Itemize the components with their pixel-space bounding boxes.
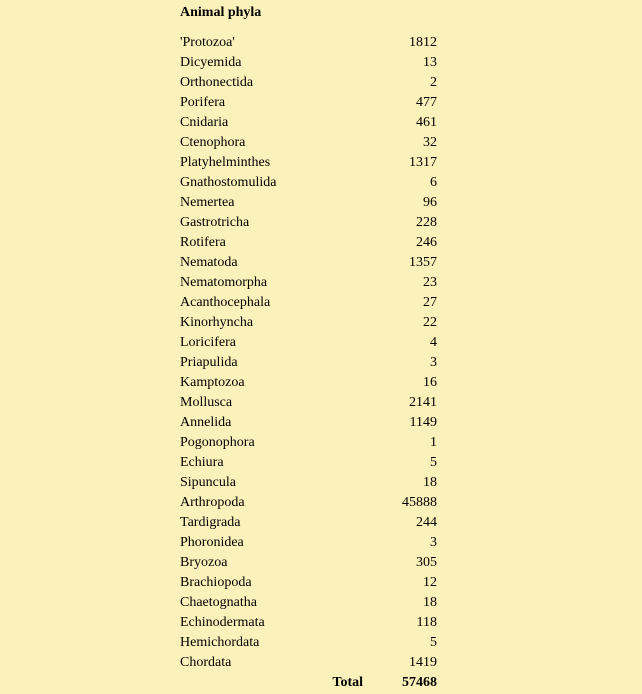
table-row — [180, 133, 437, 153]
phylum-name: Chordata — [180, 655, 232, 670]
phylum-name: Nematoda — [180, 255, 238, 270]
phylum-count: 4 — [430, 335, 437, 350]
table-row — [180, 453, 437, 473]
table-title: Animal phyla — [180, 5, 262, 20]
phylum-name: Porifera — [180, 95, 226, 110]
phylum-name: Gnathostomulida — [180, 175, 277, 190]
phylum-count: 45888 — [402, 495, 437, 510]
phyla-rows — [180, 33, 437, 673]
phylum-count: 246 — [416, 235, 437, 250]
phylum-count: 244 — [416, 515, 437, 530]
phylum-count: 1149 — [409, 415, 437, 430]
phylum-count: 27 — [423, 295, 437, 310]
phylum-count: 5 — [430, 635, 437, 650]
total-row — [180, 673, 437, 693]
table-row — [180, 533, 437, 553]
table-row — [180, 33, 437, 53]
phylum-name: Chaetognatha — [180, 595, 257, 610]
phylum-name: Brachiopoda — [180, 575, 252, 590]
table-row — [180, 393, 437, 413]
table-row — [180, 633, 437, 653]
phylum-name: Platyhelminthes — [180, 155, 271, 170]
phylum-name: 'Protozoa' — [180, 35, 235, 50]
table-row — [180, 513, 437, 533]
phylum-name: Echiura — [180, 455, 224, 470]
phylum-count: 461 — [416, 115, 437, 130]
phylum-name: Mollusca — [180, 395, 233, 410]
phylum-count: 305 — [416, 555, 437, 570]
phylum-count: 2141 — [409, 395, 437, 410]
phylum-name: Annelida — [180, 415, 232, 430]
phylum-name: Phoronidea — [180, 535, 244, 550]
phylum-count: 3 — [430, 535, 437, 550]
phylum-name: Kinorhyncha — [180, 315, 254, 330]
phylum-count: 228 — [416, 215, 437, 230]
total-label: Total — [332, 675, 363, 690]
table-row — [180, 313, 437, 333]
table-row — [180, 553, 437, 573]
phylum-count: 23 — [423, 275, 437, 290]
table-row — [180, 273, 437, 293]
table-row — [180, 593, 437, 613]
phylum-name: Orthonectida — [180, 75, 254, 90]
table-row — [180, 653, 437, 673]
table-row — [180, 353, 437, 373]
table-row — [180, 493, 437, 513]
phylum-count: 5 — [430, 455, 437, 470]
phylum-name: Dicyemida — [180, 55, 242, 70]
phylum-name: Priapulida — [180, 355, 238, 370]
table-row — [180, 93, 437, 113]
phylum-name: Gastrotricha — [180, 215, 250, 230]
table-row — [180, 73, 437, 93]
table-row — [180, 413, 437, 433]
table-row — [180, 433, 437, 453]
phylum-count: 12 — [423, 575, 437, 590]
phylum-name: Ctenophora — [180, 135, 246, 150]
phylum-count: 477 — [416, 95, 437, 110]
table-row — [180, 373, 437, 393]
phylum-count: 18 — [423, 595, 437, 610]
animal-phyla-table — [180, 3, 437, 693]
phylum-name: Cnidaria — [180, 115, 229, 130]
phylum-name: Kamptozoa — [180, 375, 245, 390]
phylum-name: Tardigrada — [180, 515, 241, 530]
table-row — [180, 193, 437, 213]
phylum-name: Sipuncula — [180, 475, 236, 490]
phylum-count: 118 — [416, 615, 437, 630]
phylum-count: 2 — [430, 75, 437, 90]
phylum-name: Nemertea — [180, 195, 235, 210]
phylum-count: 1357 — [409, 255, 437, 270]
phylum-name: Loricifera — [180, 335, 236, 350]
table-row — [180, 233, 437, 253]
phylum-name: Hemichordata — [180, 635, 260, 650]
table-row — [180, 53, 437, 73]
table-row — [180, 333, 437, 353]
phylum-count: 16 — [423, 375, 437, 390]
table-row — [180, 153, 437, 173]
phylum-count: 18 — [423, 475, 437, 490]
phylum-name: Arthropoda — [180, 495, 245, 510]
table-row — [180, 573, 437, 593]
phylum-count: 1 — [430, 435, 437, 450]
phylum-count: 13 — [423, 55, 437, 70]
table-row — [180, 113, 437, 133]
phylum-count: 1419 — [409, 655, 437, 670]
table-row — [180, 213, 437, 233]
phylum-count: 1317 — [409, 155, 437, 170]
phylum-name: Pogonophora — [180, 435, 255, 450]
phylum-count: 6 — [430, 175, 437, 190]
phylum-name: Echinodermata — [180, 615, 265, 630]
phylum-count: 3 — [430, 355, 437, 370]
phylum-count: 1812 — [409, 35, 437, 50]
table-row — [180, 613, 437, 633]
phylum-count: 22 — [423, 315, 437, 330]
table-row — [180, 253, 437, 273]
phylum-name: Acanthocephala — [180, 295, 271, 310]
phylum-count: 96 — [423, 195, 437, 210]
phylum-name: Rotifera — [180, 235, 226, 250]
total-value: 57468 — [402, 675, 437, 690]
phylum-name: Nematomorpha — [180, 275, 268, 290]
phylum-name: Bryozoa — [180, 555, 228, 570]
phylum-count: 32 — [423, 135, 437, 150]
table-row — [180, 293, 437, 313]
table-row — [180, 173, 437, 193]
table-row — [180, 473, 437, 493]
